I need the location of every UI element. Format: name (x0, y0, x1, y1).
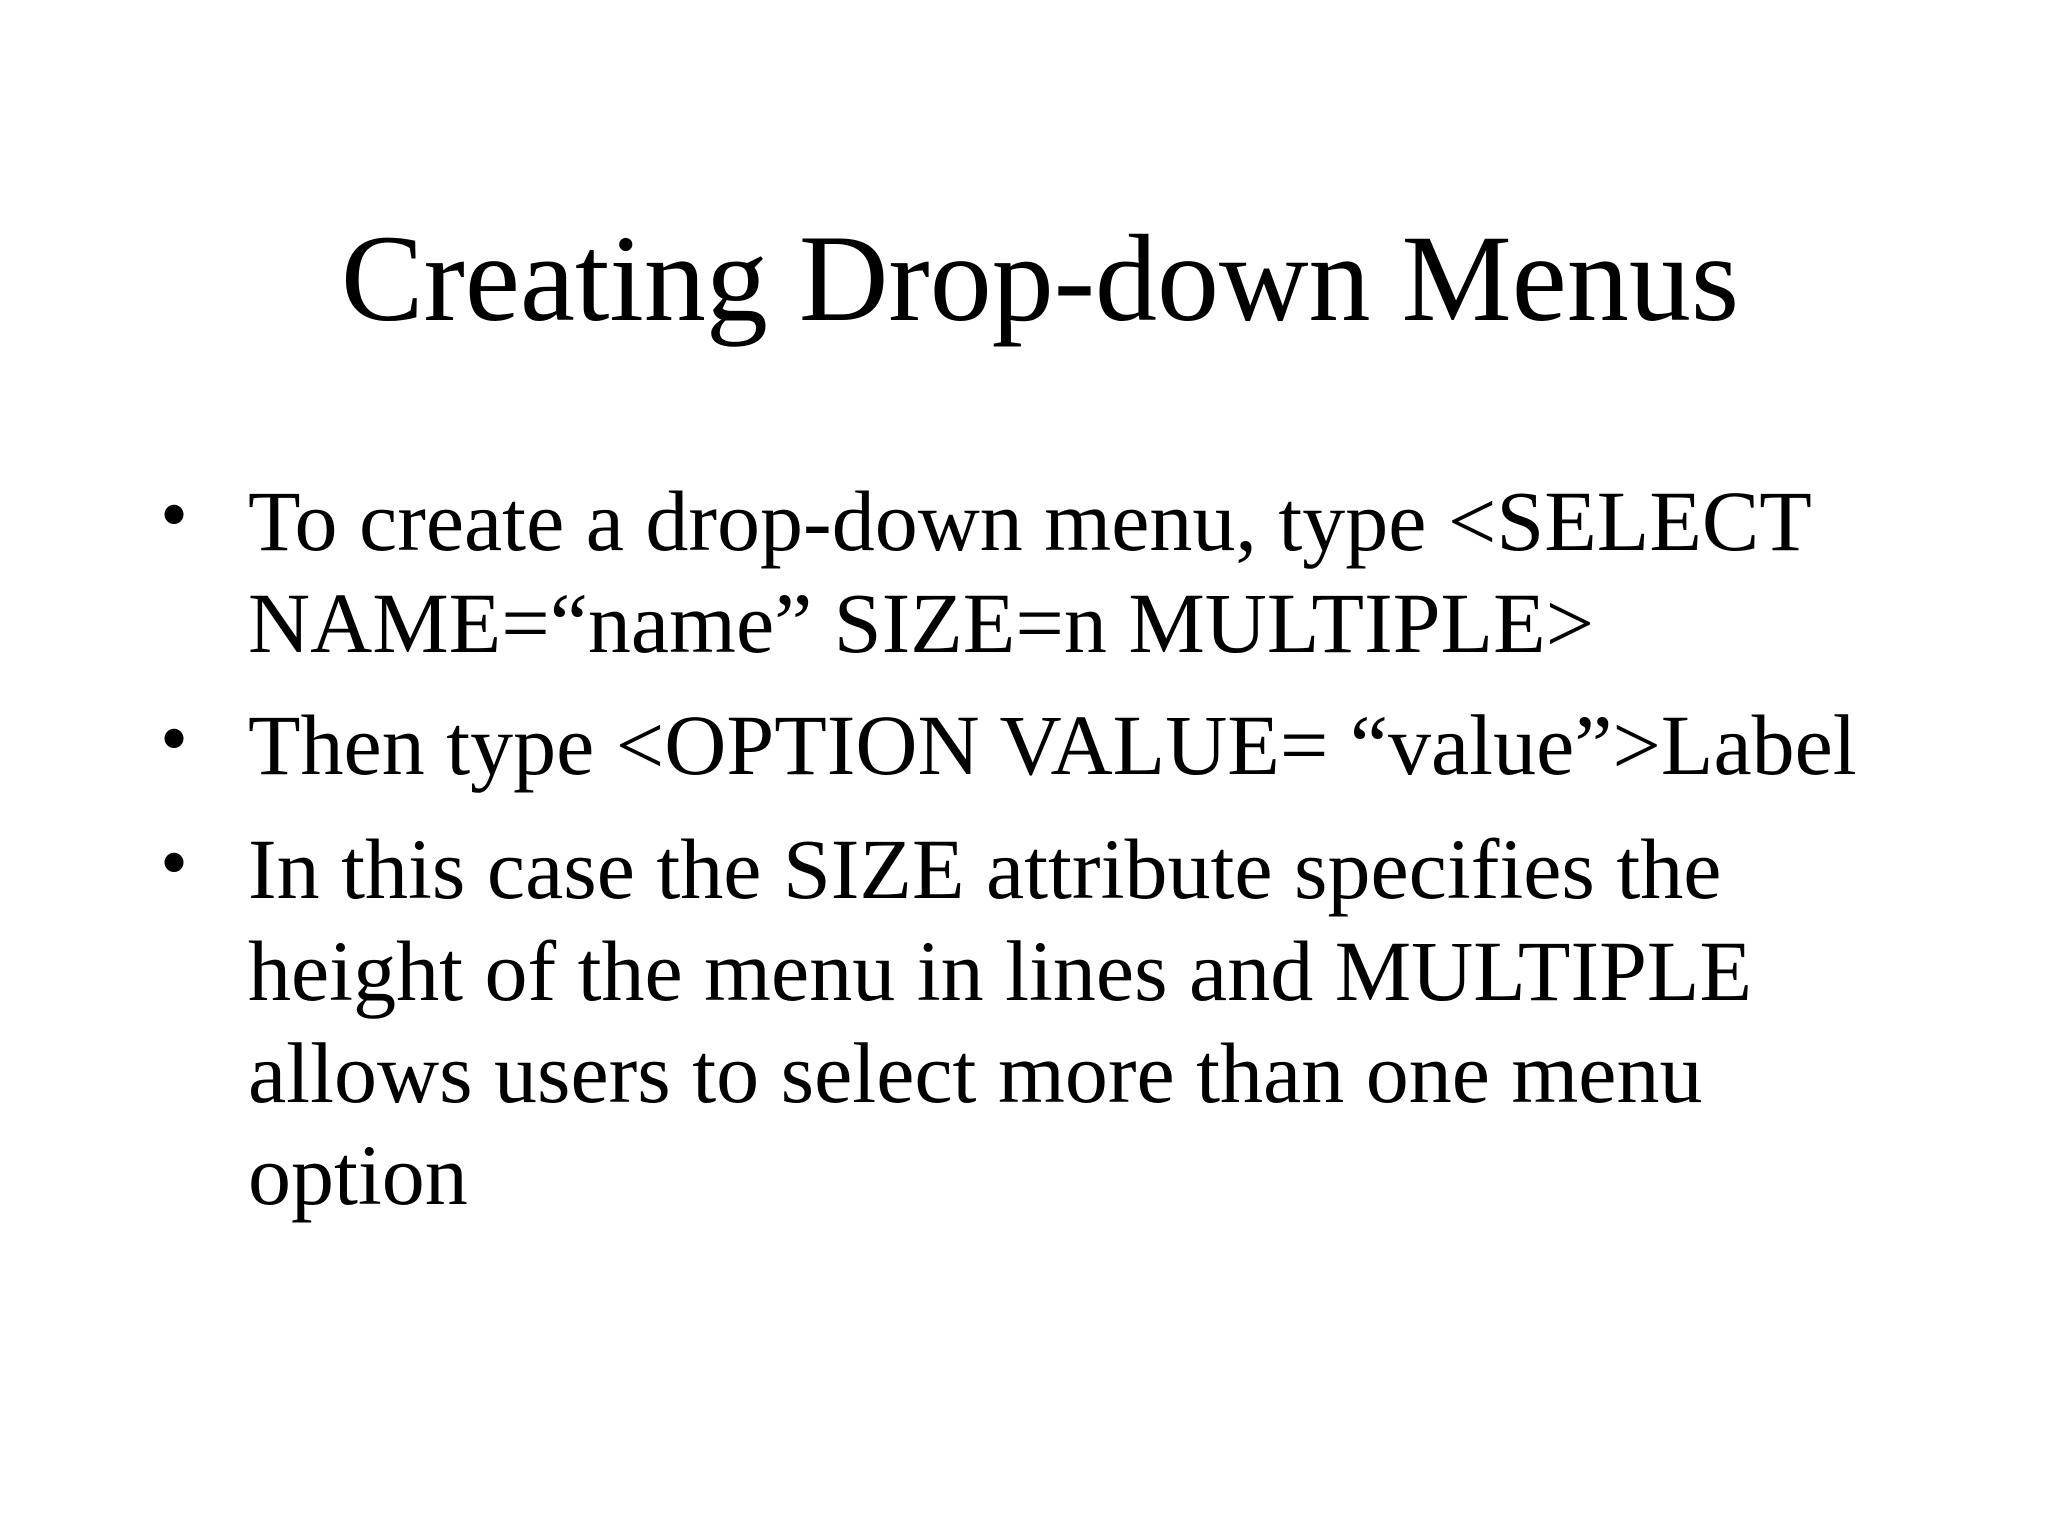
bullet-icon: • (160, 695, 189, 783)
bullet-text-line: height of the menu in lines and MULTIPLE (248, 923, 1752, 1019)
bullet-text-line: option (248, 1127, 468, 1223)
bullet-icon: • (160, 819, 189, 907)
bullet-list (160, 470, 1880, 1246)
bullet-text-line: In this case the SIZE attribute specifies the (248, 821, 1722, 917)
bullet-text-line: allows users to select more than one menu (248, 1025, 1703, 1121)
bullet-text-line: To create a drop-down menu, type <SELECT (248, 473, 1812, 569)
bullet-text-line: NAME=“name” SIZE=n MULTIPLE> (248, 575, 1595, 671)
bullet-item-select (160, 470, 1880, 674)
bullet-item-size-multiple (160, 818, 1880, 1226)
bullet-item-option (160, 694, 1880, 796)
slide-title: Creating Drop-down Menus (340, 210, 1740, 347)
bullet-text-line: Then type <OPTION VALUE= “value”>Label (248, 697, 1857, 793)
bullet-icon: • (160, 471, 189, 559)
